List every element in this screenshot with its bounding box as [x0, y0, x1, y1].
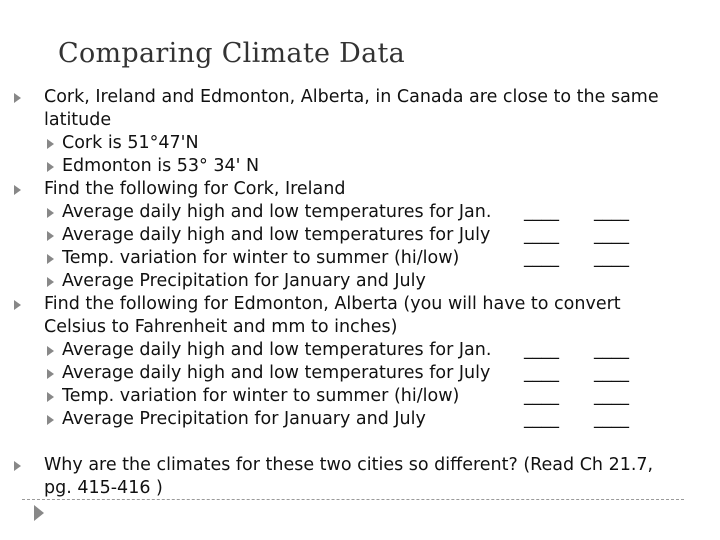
row-label: Average Precipitation for January and July: [62, 271, 426, 291]
sub-bullet-arrow-icon: [47, 162, 54, 172]
bullet-text: Find the following for Edmonton, Alberta (you will have to convert Celsius to Fahrenheit and mm to inches): [44, 294, 621, 337]
cork-row-july-temps: [62, 224, 662, 247]
edmonton-row-precipitation: [62, 408, 662, 431]
answer-blank-low: ____: [594, 225, 629, 245]
answer-blank-high: ____: [524, 386, 559, 406]
edmonton-row-jan-temps: [62, 339, 662, 362]
sub-bullet-arrow-icon: [47, 392, 54, 402]
edmonton-row-temp-variation: [62, 385, 662, 408]
edmonton-row-july-temps: [62, 362, 662, 385]
answer-blank-low: ____: [594, 340, 629, 360]
sub-bullet-arrow-icon: [47, 277, 54, 287]
sub-bullet-text: Cork is 51°47'N: [62, 133, 199, 153]
sub-bullet-arrow-icon: [47, 346, 54, 356]
bullet-edmonton: [44, 293, 684, 339]
sub-bullet-text: Edmonton is 53° 34' N: [62, 156, 260, 176]
slide-footer-divider: [22, 499, 684, 500]
answer-blank-low: ____: [594, 248, 629, 268]
row-label: Average daily high and low temperatures for July: [62, 225, 491, 245]
row-label: Average Precipitation for January and July: [62, 409, 426, 429]
sub-bullet-cork-latitude: [62, 132, 662, 155]
answer-blank-low: ____: [594, 363, 629, 383]
bullet-question: [44, 454, 684, 500]
sub-bullet-arrow-icon: [47, 139, 54, 149]
answer-blank-high: ____: [524, 202, 559, 222]
bullet-list: [0, 86, 720, 500]
bullet-latitude: [44, 86, 684, 132]
cork-row-jan-temps: [62, 201, 662, 224]
answer-blank-high: ____: [524, 340, 559, 360]
slide-corner-arrow-icon: [34, 505, 44, 521]
bullet-text: Cork, Ireland and Edmonton, Alberta, in Canada are close to the same latitude: [44, 87, 659, 130]
answer-blank-high: ____: [524, 409, 559, 429]
answer-blank-high: ____: [524, 225, 559, 245]
sub-bullet-arrow-icon: [47, 231, 54, 241]
row-label: Temp. variation for winter to summer (hi/low): [62, 248, 460, 268]
sub-bullet-arrow-icon: [47, 208, 54, 218]
bullet-cork: [44, 178, 684, 201]
bullet-text: Why are the climates for these two cities so different? (Read Ch 21.7, pg. 415-416 ): [44, 455, 654, 498]
row-label: Average daily high and low temperatures for July: [62, 363, 491, 383]
cork-row-temp-variation: [62, 247, 662, 270]
bullet-arrow-icon: [14, 300, 21, 310]
page-title: Comparing Climate Data: [58, 38, 406, 69]
sub-bullet-arrow-icon: [47, 254, 54, 264]
answer-blank-high: ____: [524, 363, 559, 383]
cork-row-precipitation: [62, 270, 662, 293]
bullet-text: Find the following for Cork, Ireland: [44, 179, 346, 199]
bullet-arrow-icon: [14, 93, 21, 103]
sub-bullet-arrow-icon: [47, 369, 54, 379]
answer-blank-low: ____: [594, 202, 629, 222]
sub-bullet-arrow-icon: [47, 415, 54, 425]
row-label: Temp. variation for winter to summer (hi/low): [62, 386, 460, 406]
row-label: Average daily high and low temperatures for Jan.: [62, 340, 492, 360]
bullet-arrow-icon: [14, 461, 21, 471]
row-label: Average daily high and low temperatures for Jan.: [62, 202, 492, 222]
answer-blank-low: ____: [594, 386, 629, 406]
answer-blank-high: ____: [524, 248, 559, 268]
answer-blank-low: ____: [594, 409, 629, 429]
spacer: [0, 431, 720, 454]
bullet-arrow-icon: [14, 185, 21, 195]
sub-bullet-edmonton-latitude: [62, 155, 662, 178]
